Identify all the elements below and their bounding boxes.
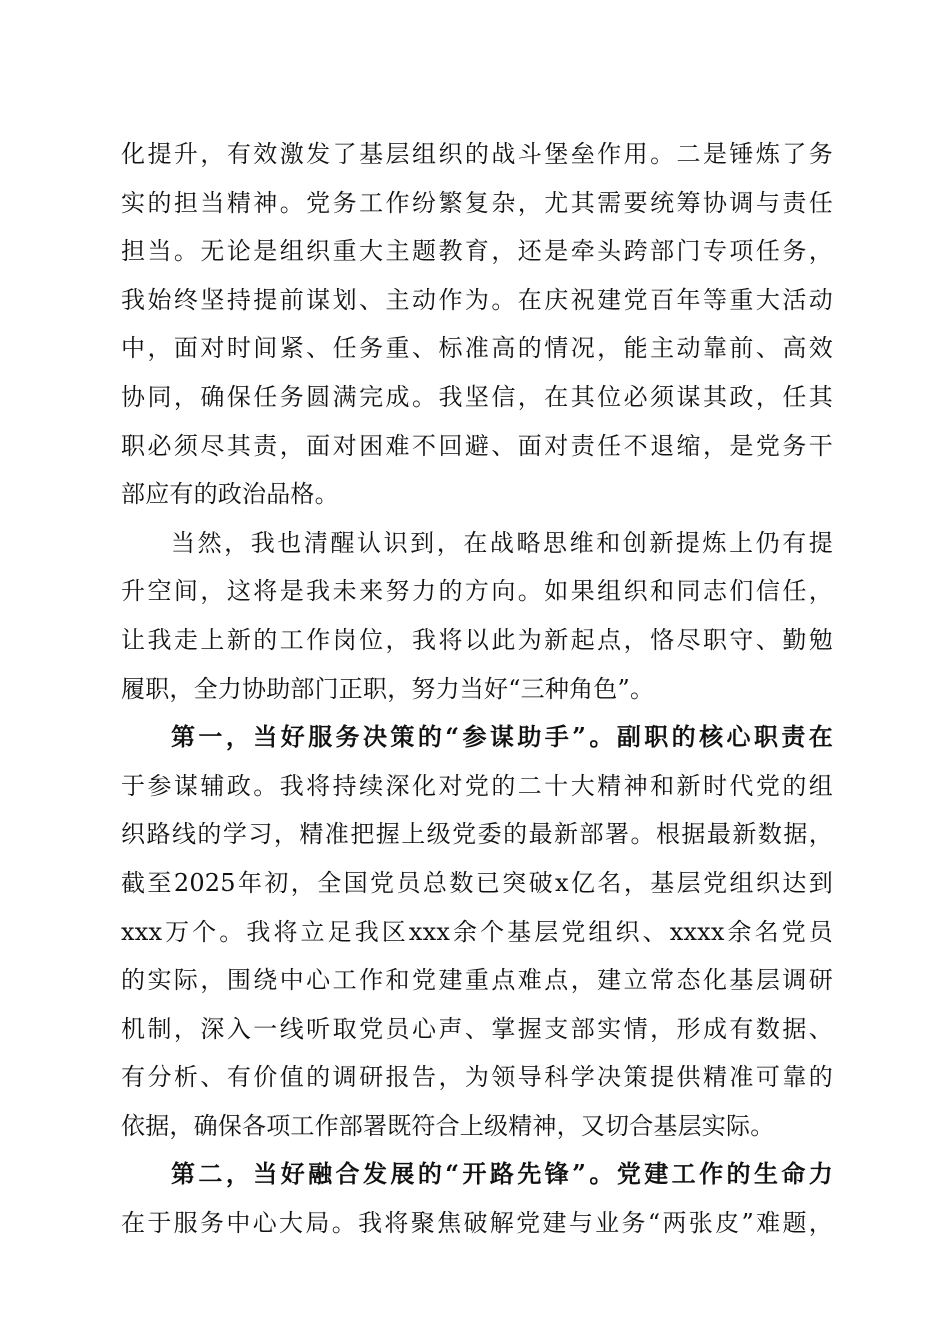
text-line: 履职，全力协助部门正职，努力当好“三种角色”。	[121, 674, 655, 703]
text-line: 化提升，有效激发了基层组织的战斗堡垒作用。二是锤炼了务	[121, 140, 833, 168]
text-line: 协同，确保任务圆满完成。我坚信，在其位必须谋其政，任其	[121, 382, 833, 411]
text-line: 部应有的政治品格。	[121, 480, 339, 509]
text-line: 有分析、有价值的调研报告，为领导科学决策提供精准可靠的	[121, 1063, 833, 1092]
section-heading-line: 第一，当好服务决策的“参谋助手”。副职的核心职责在	[171, 722, 833, 752]
text-line: 职必须尽其责，面对困难不回避、面对责任不退缩，是党务干	[121, 431, 833, 460]
text-line: 中，面对时间紧、任务重、标准高的情况，能主动靠前、高效	[121, 334, 833, 363]
text-line: 我始终坚持提前谋划、主动作为。在庆祝建党百年等重大活动	[121, 285, 833, 314]
paragraph-first-line: 当然，我也清醒认识到，在战略思维和创新提炼上仍有提	[171, 528, 833, 557]
text-line: 依据，确保各项工作部署既符合上级精神，又切合基层实际。	[121, 1111, 775, 1140]
text-line: 机制，深入一线听取党员心声、掌握支部实情，形成有数据、	[121, 1014, 833, 1043]
text-line: 升空间，这将是我未来努力的方向。如果组织和同志们信任，	[121, 577, 833, 606]
text-line: 的实际，围绕中心工作和党建重点难点，建立常态化基层调研	[121, 966, 833, 995]
text-line: 织路线的学习，精准把握上级党委的最新部署。根据最新数据，	[121, 820, 833, 849]
text-line: xxx万个。我将立足我区xxx余个基层党组织、xxxx余名党员	[121, 917, 833, 946]
text-line: 截至2025年初，全国党员总数已突破x亿名，基层党组织达到	[121, 868, 833, 897]
text-line: 在于服务中心大局。我将聚焦破解党建与业务“两张皮”难题，	[121, 1209, 833, 1238]
text-line: 实的担当精神。党务工作纷繁复杂，尤其需要统筹协调与责任	[121, 188, 833, 217]
text-line: 担当。无论是组织重大主题教育，还是牵头跨部门专项任务，	[121, 237, 833, 266]
text-line: 让我走上新的工作岗位，我将以此为新起点，恪尽职守、勤勉	[121, 625, 833, 654]
section-heading-line: 第二，当好融合发展的“开路先锋”。党建工作的生命力	[171, 1159, 833, 1189]
text-line: 于参谋辅政。我将持续深化对党的二十大精神和新时代党的组	[121, 771, 833, 800]
document-body	[121, 130, 833, 1248]
